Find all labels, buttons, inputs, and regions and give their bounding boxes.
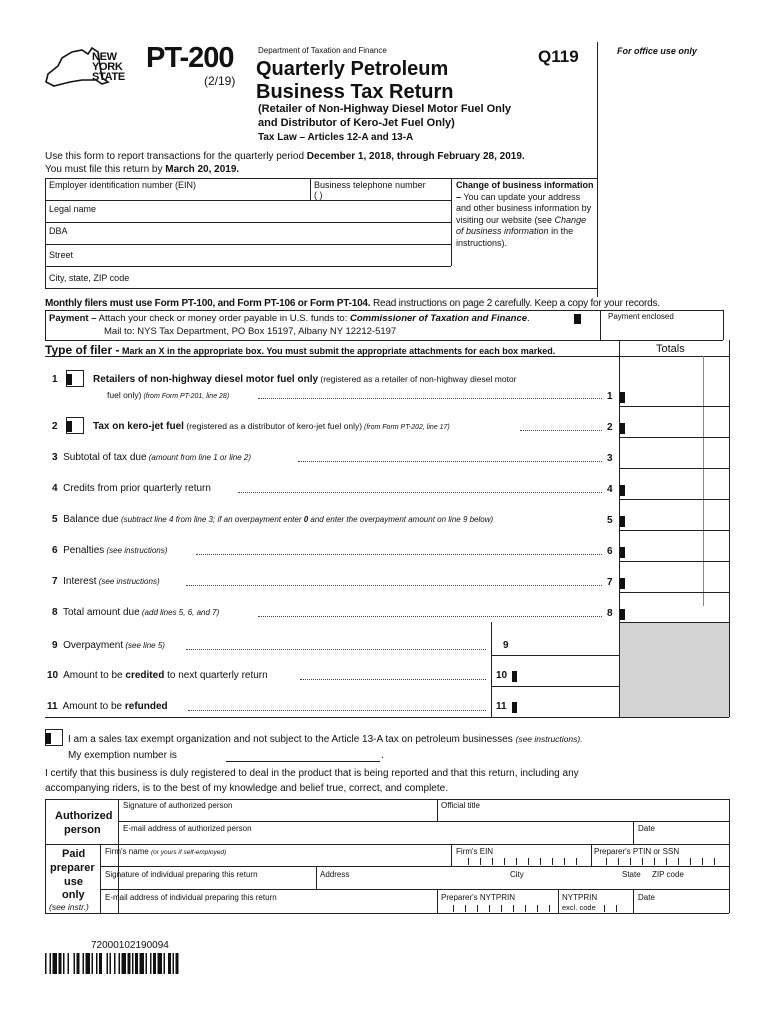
line-7-label [52, 576, 160, 587]
auth-box-top [45, 799, 729, 800]
line-1-number: 1 [52, 374, 58, 385]
line-1-checkbox[interactable] [66, 370, 84, 387]
line-2-box-marker [620, 423, 625, 434]
certification-line2: accompanying riders, is to the best of my knowledge and belief true, correct, and complete. [45, 783, 448, 794]
line-8-leader [258, 616, 602, 617]
form-title-line2: Business Tax Return [256, 81, 454, 103]
auth-email-field[interactable]: E-mail address of authorized person [123, 824, 252, 833]
line-5-ref-end: and enter the overpayment amount on line 9 below) [308, 515, 494, 524]
line-9-title: Overpayment [63, 640, 124, 651]
form-number: PT-200 [146, 42, 234, 74]
line-5-box-number: 5 [607, 515, 613, 526]
authorized-label-1: Authorized [55, 810, 113, 822]
line-11-title: Amount to be [62, 701, 125, 712]
auth-box-right [729, 799, 730, 913]
type-of-filer-instructions: Mark an X in the appropriate box. You must submit the appropriate attachments for each box marked. [119, 346, 556, 356]
prep-row-2 [100, 889, 729, 890]
identity-box-right [451, 178, 452, 266]
auth-signature-field[interactable]: Signature of authorized person [123, 801, 233, 810]
prep-address-divider [316, 866, 317, 889]
identity-row-street [45, 266, 451, 267]
line-1-label [93, 374, 516, 385]
monthly-filers-notice [45, 298, 660, 309]
line-11-title-bold: refunded [124, 701, 168, 712]
line-5-number: 5 [52, 514, 58, 525]
office-use-label: For office use only [617, 46, 697, 56]
prep-nytprin-divider [437, 889, 438, 913]
total-row-1 [619, 406, 729, 407]
line-10-amount[interactable] [520, 669, 616, 683]
payment-box-top [45, 310, 723, 311]
line-7-ref: (see instructions) [96, 577, 160, 586]
prep-address-field[interactable]: Address [320, 870, 350, 879]
form-subtitle-line2: and Distributor of Kero-Jet Fuel Only) [258, 117, 455, 129]
exempt-checkbox[interactable] [45, 729, 63, 746]
line-8-label [52, 607, 219, 618]
line-1-desc: (registered as a retailer of non-highway diesel motor [318, 374, 517, 384]
line-2-label [93, 421, 450, 432]
form-title-line1: Quarterly Petroleum [256, 58, 449, 80]
auth-date-divider [633, 821, 634, 844]
line-3-title: Subtotal of tax due [63, 452, 147, 463]
city-state-zip-field[interactable]: City, state, ZIP code [49, 273, 130, 283]
line-4-leader [238, 492, 602, 493]
monthly-filers-text: Monthly filers must use Form PT-100, and Form PT-106 or Form PT-104. [45, 298, 371, 309]
prep-signature-field[interactable]: Signature of individual preparing this return [105, 870, 258, 879]
line-2-box-number: 2 [607, 422, 613, 433]
prep-nytprin-ticks [453, 905, 561, 913]
payment-box-divider [600, 310, 601, 340]
total-row-6 [619, 561, 729, 562]
identity-row-ein [45, 200, 451, 201]
auth-official-title-field[interactable]: Official title [441, 801, 480, 810]
line-8-box-number: 8 [607, 608, 613, 619]
prep-email-field[interactable]: E-mail address of individual preparing this return [105, 893, 277, 902]
total-row-4 [619, 499, 729, 500]
line-1-ref: (from Form PT-201, line 28) [141, 393, 230, 400]
line-4-box-marker [620, 485, 625, 496]
prep-label-divider [100, 844, 101, 913]
exempt-statement [68, 734, 583, 745]
line-5-ref-zero: 0 [303, 515, 309, 524]
bottom-line-11 [45, 717, 729, 718]
type-of-filer-label: Type of filer - [45, 343, 120, 357]
line-6-label [52, 545, 167, 556]
phone-area-code[interactable]: ( ) [314, 190, 323, 200]
prep-zip-field[interactable]: ZIP code [652, 870, 684, 879]
dba-field[interactable]: DBA [49, 226, 68, 236]
line-1-amount[interactable] [626, 390, 702, 404]
prep-firm-name-field[interactable] [105, 847, 226, 856]
overpayment-column-left [491, 622, 492, 717]
prep-ptin-field[interactable]: Preparer's PTIN or SSN [594, 847, 680, 856]
prep-row-1 [100, 866, 729, 867]
payment-marker [574, 314, 581, 324]
payee-name: Commissioner of Taxation and Finance [350, 313, 528, 324]
line-7-title: Interest [63, 576, 97, 587]
line-2-title: Tax on kero-jet fuel [93, 421, 184, 432]
street-field[interactable]: Street [49, 250, 74, 260]
change-info-body: You can update your address and other business information by visiting our website (see [456, 191, 592, 225]
prep-firm-ein-ticks [468, 858, 588, 866]
prep-ptin-ticks [606, 858, 726, 866]
exemption-period: . [381, 750, 384, 761]
prep-state-field[interactable]: State [622, 870, 641, 879]
overpayment-row-10 [491, 686, 619, 687]
line-6-box-marker [620, 547, 625, 558]
legal-name-field[interactable]: Legal name [49, 204, 97, 214]
line-10-title-end: to next quarterly return [164, 670, 268, 681]
auth-box-left [45, 799, 46, 913]
line-9-leader [186, 649, 486, 650]
line-11-number: 11 [47, 701, 58, 712]
barcode [45, 953, 230, 974]
line-1-leader [258, 398, 602, 399]
file-by-value: March 20, 2019. [165, 164, 240, 175]
line-2-amount[interactable] [626, 421, 702, 435]
auth-title-divider [437, 799, 438, 821]
ny-state-logo-text: NEW YORK STATE [92, 51, 125, 83]
mail-to-address: Mail to: NYS Tax Department, PO Box 15197, Albany NY 12212-5197 [104, 326, 397, 337]
prep-city-field[interactable]: City [510, 870, 524, 879]
line-7-box-marker [620, 578, 625, 589]
line-9-number: 9 [52, 640, 58, 651]
change-info-italic: Change of business information [456, 214, 587, 236]
exempt-ref: (see instructions). [515, 734, 583, 744]
line-10-title-bold: credited [125, 670, 165, 681]
line-5-box-marker [620, 516, 625, 527]
file-by-text: You must file this return by [45, 164, 166, 175]
line-6-box-number: 6 [607, 546, 613, 557]
line-9-ref: (see line 5) [123, 641, 165, 650]
exemption-number-label: My exemption number is [68, 750, 177, 761]
change-business-info-note [456, 180, 596, 249]
preparer-label-5: (see instr.) [49, 902, 89, 912]
line-8-amount[interactable] [626, 607, 702, 621]
line-1-box-marker [620, 392, 625, 403]
prep-nytprin-excl-field[interactable]: NYTPRIN [562, 893, 598, 902]
line-10-label [47, 670, 268, 681]
quarter-code: Q119 [538, 47, 579, 66]
prep-excl-code-ticks [604, 905, 628, 913]
line-6-amount[interactable] [626, 545, 702, 559]
line-11-label [47, 701, 168, 712]
total-row-3 [619, 468, 729, 469]
identity-box-middle [310, 178, 311, 200]
preparer-label-2: preparer [50, 862, 95, 874]
payment-text: Attach your check or money order payable in U.S. funds to: [96, 313, 350, 324]
period-text: Use this form to report transactions for the quarterly period [45, 151, 307, 162]
type-of-filer-heading [45, 343, 555, 357]
payment-box-right [723, 310, 724, 340]
type-of-filer-rule [45, 356, 729, 357]
line-3-box-number: 3 [607, 453, 613, 464]
payment-box-left [45, 310, 46, 340]
line-11-amount[interactable] [520, 700, 616, 714]
line-8-number: 8 [52, 607, 58, 618]
line-10-title: Amount to be [63, 670, 126, 681]
line-6-leader [196, 554, 602, 555]
auth-date-field[interactable]: Date [638, 824, 655, 833]
form-revision: (2/19) [204, 74, 236, 88]
period-instruction [45, 151, 525, 162]
line-3-number: 3 [52, 452, 58, 463]
line-10-box-number: 10 [496, 670, 508, 681]
line-11-leader [188, 710, 486, 711]
line-3-amount[interactable] [626, 452, 702, 466]
exemption-number-field[interactable] [226, 761, 380, 762]
identity-row-legal [45, 222, 451, 223]
totals-heading: Totals [656, 343, 685, 355]
auth-row-mid [118, 821, 729, 822]
line-6-number: 6 [52, 545, 58, 556]
ein-field[interactable]: Employer identification number (EIN) [49, 180, 197, 190]
identity-row-city [45, 288, 597, 289]
line-4-number: 4 [52, 483, 58, 494]
line-7-leader [186, 585, 602, 586]
line-8-title: Total amount due [62, 607, 140, 618]
line-7-box-number: 7 [607, 577, 613, 588]
line-5-title: Balance due [63, 514, 119, 525]
total-row-2 [619, 437, 729, 438]
overpayment-row-9 [491, 655, 619, 656]
line-1-desc2: fuel only) [107, 390, 142, 400]
line-1-label-cont [107, 390, 229, 400]
exempt-text: I am a sales tax exempt organization and not subject to the Article 13-A tax on petroleum businesses [68, 734, 516, 745]
line-4-title: Credits from prior quarterly return [63, 483, 211, 494]
line-2-ref: (from Form PT-202, line 17) [362, 424, 450, 431]
prep-firm-name-note: (or yours if self-employed) [150, 849, 227, 856]
identity-box-top [45, 178, 597, 179]
preparer-label-3: use [64, 876, 83, 888]
totals-column-cents [703, 356, 704, 606]
prep-firm-ein-field[interactable]: Firm's EIN [456, 847, 494, 856]
line-5-amount[interactable] [626, 514, 702, 528]
line-1-title: Retailers of non-highway diesel motor fuel only [93, 374, 319, 385]
shaded-totals-area [620, 623, 729, 717]
line-7-amount[interactable] [626, 576, 702, 590]
line-9-box-number: 9 [503, 640, 509, 651]
prep-ein-divider [451, 844, 452, 866]
barcode-bars-icon [45, 953, 230, 974]
form-subtitle-line1: (Retailer of Non-Highway Diesel Motor Fuel Only [258, 103, 512, 115]
file-by-instruction [45, 164, 239, 175]
prep-nytprin-field[interactable]: Preparer's NYTPRIN [441, 893, 515, 902]
prep-ptin-divider [591, 844, 592, 866]
line-8-ref: (add lines 5, 6, and 7) [139, 608, 220, 617]
line-2-desc: (registered as a distributor of kero-jet fuel only) [183, 421, 363, 431]
total-row-5 [619, 530, 729, 531]
preparer-label-1: Paid [62, 848, 86, 860]
tax-law-reference: Tax Law – Articles 12-A and 13-A [258, 132, 414, 143]
line-11-box-number: 11 [496, 701, 507, 712]
line-10-leader [300, 679, 486, 680]
prep-firm-name-label: Firm's name [105, 847, 151, 856]
period-value: December 1, 2018, through February 28, 2019. [306, 151, 525, 162]
line-11-box-marker [512, 702, 517, 713]
department-name: Department of Taxation and Finance [258, 46, 387, 55]
payment-label: Payment – [49, 313, 97, 324]
line-6-ref: (see instructions) [104, 546, 168, 555]
payment-enclosed-field[interactable]: Payment enclosed [608, 312, 674, 321]
line-5-ref: (subtract line 4 from line 3; if an overpayment enter [118, 515, 304, 524]
phone-field[interactable]: Business telephone number [314, 180, 426, 190]
line-9-label [52, 640, 165, 651]
line-6-title: Penalties [63, 545, 105, 556]
line-3-ref: (amount from line 1 or line 2) [146, 453, 252, 462]
line-2-checkbox[interactable] [66, 417, 84, 434]
certification-line1: I certify that this business is duly registered to deal in the product that is being reported and that this return, including any [45, 768, 579, 779]
total-row-7 [619, 592, 729, 593]
prep-date-field[interactable]: Date [638, 893, 655, 902]
line-1-box-number: 1 [607, 391, 613, 402]
change-info-body-end: in the instructions). [456, 226, 574, 248]
totals-column-right [729, 340, 730, 717]
barcode-number: 72000102190094 [91, 940, 169, 951]
line-2-number: 2 [52, 421, 58, 432]
line-7-number: 7 [52, 576, 58, 587]
prep-box-bottom [45, 913, 729, 914]
payment-box-bottom [45, 340, 723, 341]
payment-instruction: Payment – Attach your check or money order payable in U.S. funds to: Commissioner of Taxation and Finance. [49, 313, 530, 324]
authorized-label-2: person [64, 824, 101, 836]
line-4-box-number: 4 [607, 484, 613, 495]
office-use-divider [597, 42, 598, 297]
change-info-title: Change of business information – [456, 180, 594, 202]
identity-row-dba [45, 244, 451, 245]
line-5-label [52, 514, 493, 525]
line-4-amount[interactable] [626, 483, 702, 497]
line-4-label [52, 483, 211, 494]
prep-excl-code-label: excl. code [562, 903, 596, 912]
line-3-label [52, 452, 251, 463]
identity-box-left [45, 178, 46, 288]
preparer-label-4: only [62, 889, 85, 901]
line-10-number: 10 [47, 670, 59, 681]
line-10-box-marker [512, 671, 517, 682]
prep-date-divider [633, 889, 634, 913]
line-3-leader [298, 461, 602, 462]
line-2-leader [520, 430, 602, 431]
read-instructions-text: Read instructions on page 2 carefully. Keep a copy for your records. [370, 298, 660, 309]
line-8-box-marker [620, 609, 625, 620]
auth-box-bottom [45, 844, 729, 845]
line-9-amount[interactable] [518, 638, 616, 652]
